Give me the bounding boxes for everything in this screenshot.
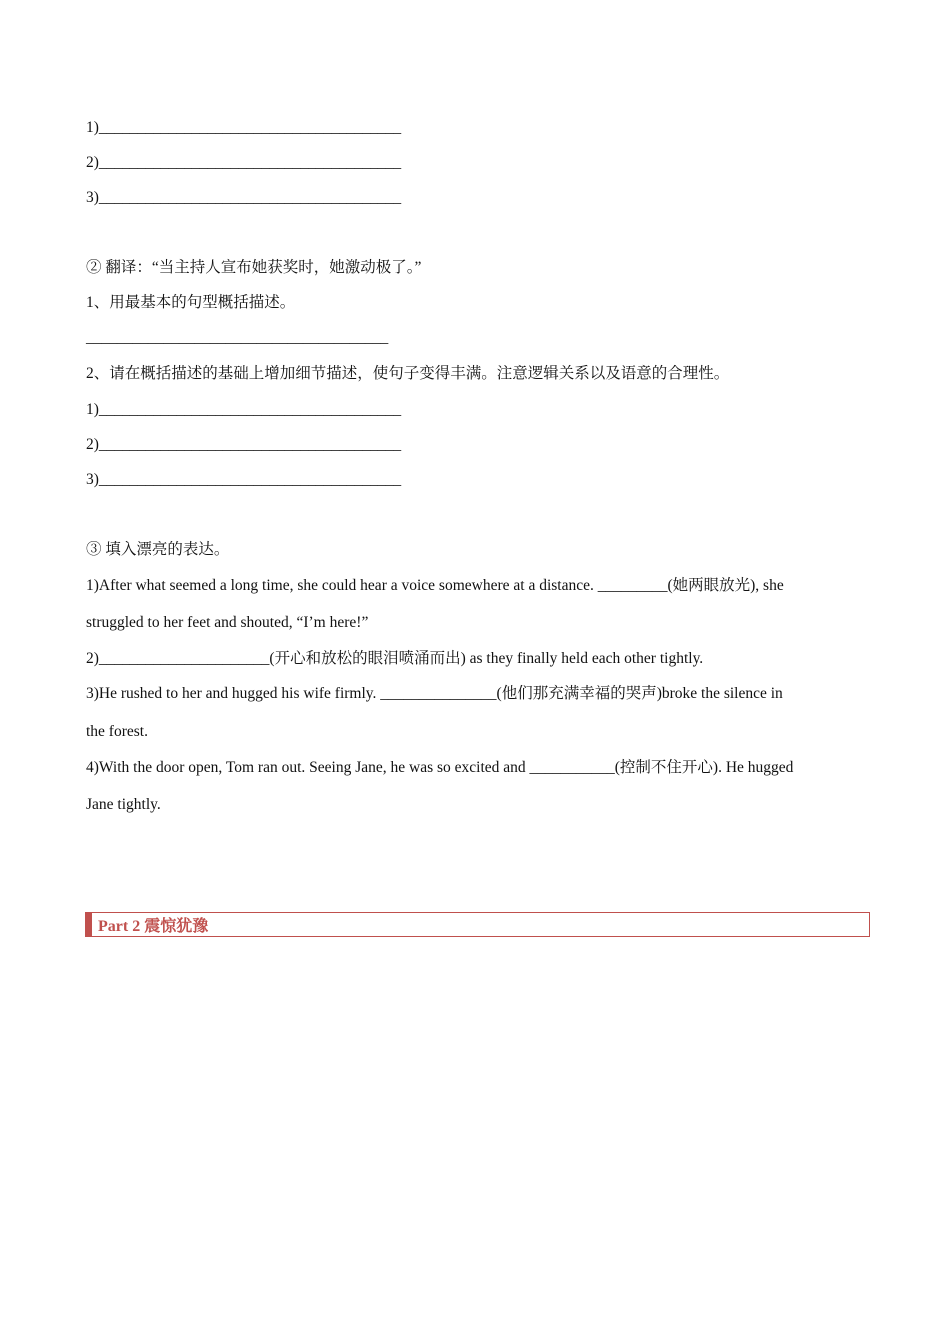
detail-blank-1: 1)_______________________________________ bbox=[86, 401, 402, 418]
fill-in-heading: ③ 填入漂亮的表达。 bbox=[86, 541, 230, 558]
translation-heading: ② 翻译：“当主持人宣布她获奖时，她激动极了。” bbox=[86, 259, 422, 276]
answer-blank-3: 3)_______________________________________ bbox=[86, 189, 402, 206]
part-2-title: Part 2 震惊犹豫 bbox=[98, 918, 209, 935]
step-2-instruction: 2、请在概括描述的基础上增加细节描述，使句子变得丰满。注意逻辑关系以及语意的合理性。 bbox=[86, 365, 730, 382]
part-2-header bbox=[85, 912, 870, 937]
exercise-line: struggled to her feet and shouted, “I’m here!” bbox=[86, 614, 369, 631]
exercise-line: 1)After what seemed a long time, she could hear a voice somewhere at a distance. _________(她两眼放光), she bbox=[86, 577, 784, 594]
header-accent-bar bbox=[86, 913, 92, 936]
answer-blank-2: 2)_______________________________________ bbox=[86, 154, 402, 171]
step-1-blank: _______________________________________ bbox=[86, 329, 389, 346]
exercise-line: 3)He rushed to her and hugged his wife firmly. _______________(他们那充满幸福的哭声)broke the silence in bbox=[86, 685, 783, 702]
exercise-line: the forest. bbox=[86, 723, 148, 740]
detail-blank-2: 2)_______________________________________ bbox=[86, 436, 402, 453]
exercise-line: 2)______________________(开心和放松的眼泪喷涌而出) as they finally held each other tightly. bbox=[86, 650, 704, 667]
detail-blank-3: 3)_______________________________________ bbox=[86, 471, 402, 488]
step-1-instruction: 1、用最基本的句型概括描述。 bbox=[86, 294, 296, 311]
answer-blank-1: 1)_______________________________________ bbox=[86, 119, 402, 136]
exercise-line: 4)With the door open, Tom ran out. Seeing Jane, he was so excited and ___________(控制不住开心). He hugged bbox=[86, 759, 794, 776]
exercise-line: Jane tightly. bbox=[86, 796, 161, 813]
